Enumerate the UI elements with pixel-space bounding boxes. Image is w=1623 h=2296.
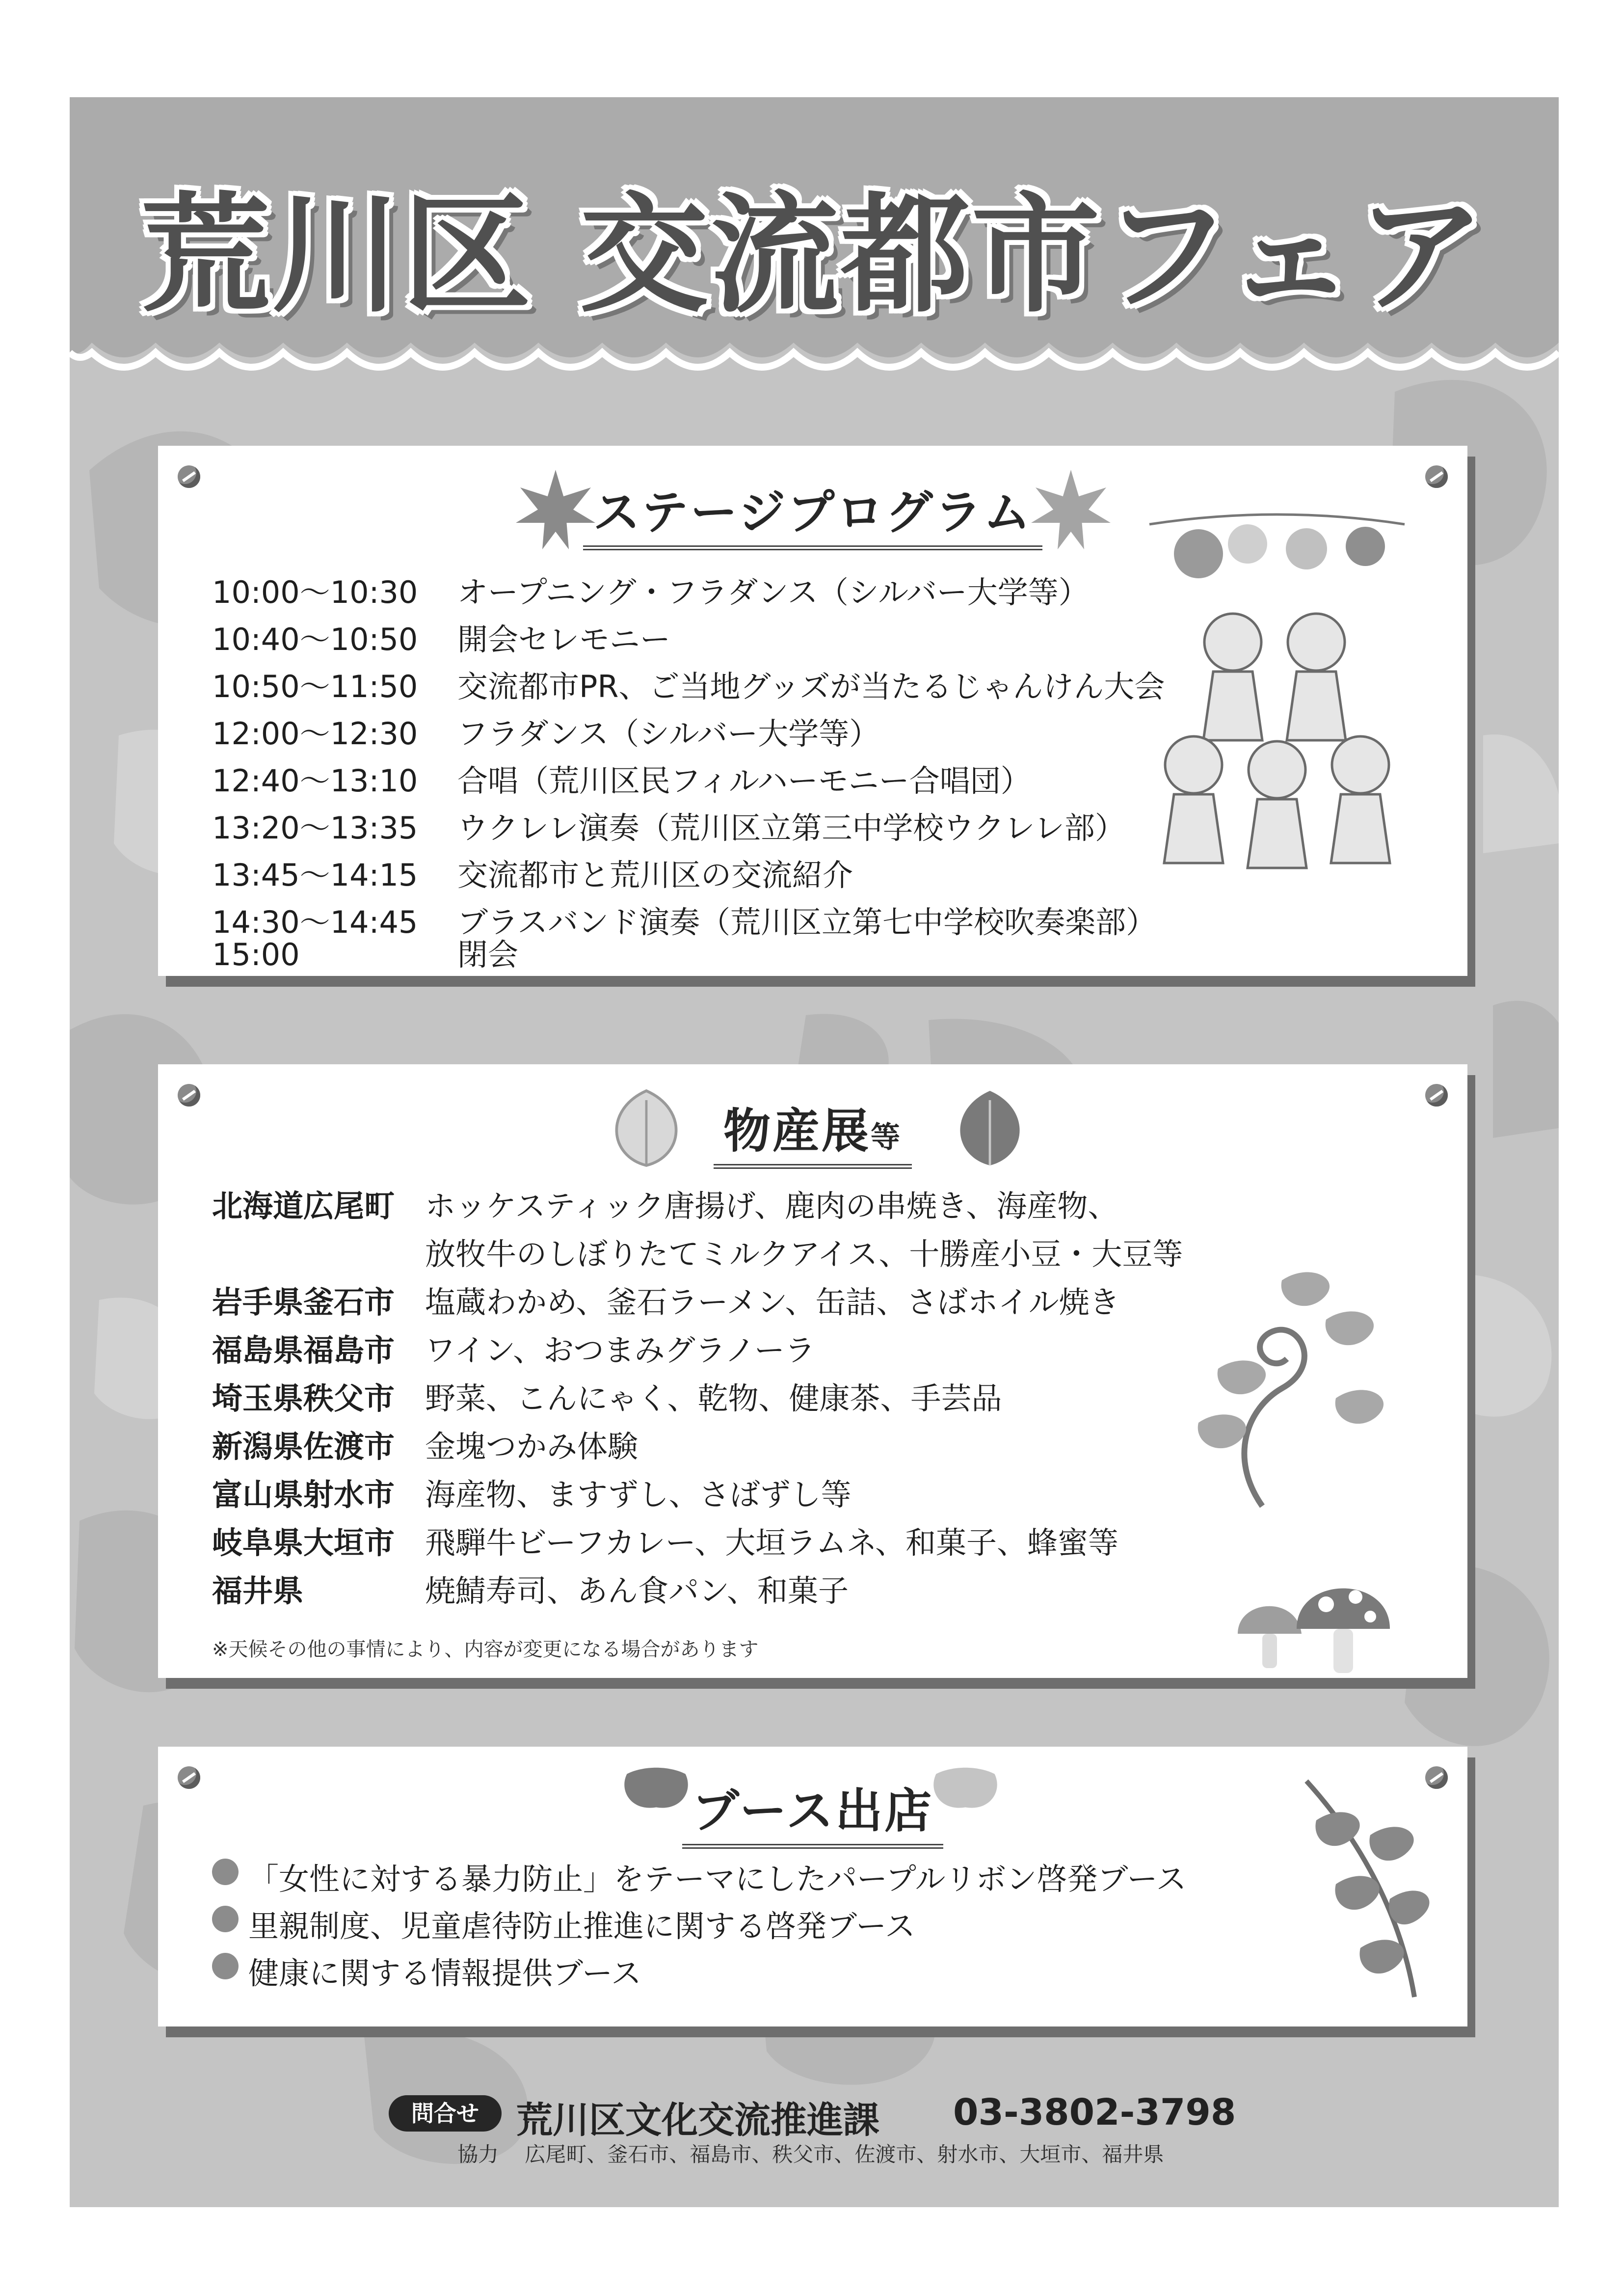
schedule-time: 10:00〜10:30 xyxy=(212,574,418,610)
bullet-icon xyxy=(212,1906,239,1932)
products-heading xyxy=(158,1094,1467,1169)
product-region: 福井県 xyxy=(212,1573,304,1609)
product-items: 焼鯖寿司、あん食パン、和菓子 xyxy=(425,1573,849,1609)
schedule-description: 閉会 xyxy=(457,937,519,972)
contact-organization: 荒川区文化交流推進課 xyxy=(516,2099,879,2141)
product-region: 福島県福島市 xyxy=(212,1332,395,1368)
bullet-icon xyxy=(212,1953,239,1979)
schedule-description: 交流都市PR、ご当地グッズが当たるじゃんけん大会 xyxy=(457,669,1165,704)
schedule-description: 合唱（荒川区民フィルハーモニー合唱団） xyxy=(457,763,1031,799)
product-items: 放牧牛のしぼりたてミルクアイス、十勝産小豆・大豆等 xyxy=(425,1236,1183,1272)
product-region: 埼玉県秩父市 xyxy=(212,1380,395,1416)
change-notice: ※天候その他の事情により、内容が変更になる場合があります xyxy=(212,1638,759,1661)
mushroom-illustration xyxy=(1228,1570,1395,1678)
cooperation-label: 協力 xyxy=(457,2142,499,2166)
schedule-description: フラダンス（シルバー大学等） xyxy=(457,716,880,752)
schedule-description: ブラスバンド演奏（荒川区立第七中学校吹奏楽部） xyxy=(457,904,1157,940)
product-region: 岐阜県大垣市 xyxy=(212,1525,395,1561)
product-items: 塩蔵わかめ、釜石ラーメン、缶詰、さばホイル焼き xyxy=(425,1284,1120,1320)
products-title xyxy=(714,1094,912,1169)
hula-dancers-illustration xyxy=(1140,500,1414,873)
contact-badge: 問合せ xyxy=(389,2095,502,2132)
booths-title: ブース出店 xyxy=(682,1774,943,1849)
branch-illustration xyxy=(1287,1761,1434,2007)
product-items: ホッケスティック唐揚げ、鹿肉の串焼き、海産物、 xyxy=(425,1188,1118,1224)
contact-phone[interactable]: 03-3802-3798 xyxy=(953,2091,1236,2134)
product-items: 野菜、こんにゃく、乾物、健康茶、手芸品 xyxy=(425,1380,1002,1416)
product-items: ワイン、おつまみグラノーラ xyxy=(425,1332,815,1368)
schedule-description: ウクレレ演奏（荒川区立第三中学校ウクレレ部） xyxy=(457,810,1125,846)
product-items: 海産物、ますずし、さばずし等 xyxy=(425,1477,851,1513)
schedule-time: 12:00〜12:30 xyxy=(212,716,418,752)
product-region: 新潟県佐渡市 xyxy=(212,1429,395,1464)
booths-heading xyxy=(158,1774,1467,1849)
schedule-description: 交流都市と荒川区の交流紹介 xyxy=(457,857,853,893)
cooperation-line xyxy=(457,2138,1164,2168)
schedule-description: オープニング・フラダンス（シルバー大学等） xyxy=(457,574,1089,610)
bullet-icon xyxy=(212,1859,239,1885)
schedule-time: 14:30〜14:45 xyxy=(212,904,418,940)
contact-section xyxy=(70,2085,1559,2139)
schedule-time: 10:50〜11:50 xyxy=(212,669,418,704)
schedule-time: 12:40〜13:10 xyxy=(212,763,418,799)
products-panel xyxy=(158,1064,1467,1678)
cooperation-cities: 広尾町、釜石市、福島市、秩父市、佐渡市、射水市、大垣市、福井県 xyxy=(525,2142,1164,2166)
stage-program-panel xyxy=(158,446,1467,976)
schedule-time: 13:20〜13:35 xyxy=(212,810,418,846)
booth-item: 里親制度、児童虐待防止推進に関する啓発ブース xyxy=(248,1908,916,1944)
product-items: 金塊つかみ体験 xyxy=(425,1429,639,1464)
vine-illustration xyxy=(1169,1261,1414,1516)
product-region: 富山県射水市 xyxy=(212,1477,395,1513)
booth-item: 「女性に対する暴力防止」をテーマにしたパープルリボン啓発ブース xyxy=(248,1861,1187,1897)
booths-panel xyxy=(158,1747,1467,2026)
products-title-suffix: 等 xyxy=(871,1120,902,1155)
stage-program-title: ステージプログラム xyxy=(583,475,1042,550)
products-title-main: 物産展 xyxy=(723,1104,871,1159)
booth-item: 健康に関する情報提供ブース xyxy=(248,1955,642,1991)
schedule-time: 13:45〜14:15 xyxy=(212,857,418,893)
product-region: 北海道広尾町 xyxy=(212,1188,395,1224)
schedule-description: 開会セレモニー xyxy=(457,621,671,657)
schedule-time: 10:40〜10:50 xyxy=(212,621,418,657)
poster xyxy=(70,97,1559,2207)
product-region: 岩手県釜石市 xyxy=(212,1284,395,1320)
schedule-time: 15:00 xyxy=(212,937,300,972)
product-items: 飛騨牛ビーフカレー、大垣ラムネ、和菓子、蜂蜜等 xyxy=(425,1525,1118,1561)
page-title: 荒川区 交流都市フェア xyxy=(141,180,1488,330)
